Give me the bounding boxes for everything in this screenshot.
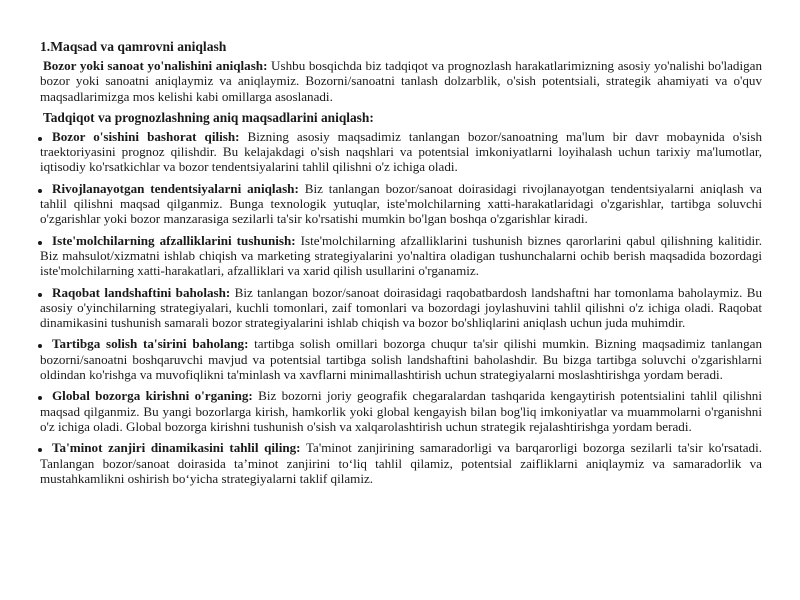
goal-text: Biz bozorni joriy geografik chegaralardan tashqarida kengaytirish potentsialini tahlil qilishni maqsad qilganmiz. Bu yangi bozorlarga kirish, hamkorlik yoki global kengayish bilan bog'liq imkoniyatlar va muammolarni o'rganishni o'z ichiga oladi. Global bozorga kirishni tushunish o'sish va xalqarolashtirish uchun strategik rejalashtirishga yordam beradi. (40, 388, 762, 434)
section-title: 1.Maqsad va qamrovni aniqlash (40, 39, 227, 54)
goal-item (40, 440, 762, 486)
bullet-icon (38, 293, 42, 297)
bullet-icon (38, 396, 42, 400)
goal-text: tartibga solish omillari bozorga chuqur ta'sir qilishi mumkin. Bizning maqsadimiz tanlangan bozorni/sanoatni boshqaruvchi mavjud va potentsial tartibga solish landshaftini baholashdir. Bu bizga tartibga soluvchi o'zgarishlarni oldindan ko'rishga va muvofiqlikni ta'minlash va xavflarni minimallashtirish uchun strategiyalarni moslashtirishga yordam beradi. (40, 336, 762, 383)
bullet-icon (38, 241, 42, 245)
intro-text: Ushbu bosqichda biz tadqiqot va prognozlash harakatlarimizning asosiy yo'nalishi bo'ladigan bozor yoki sanoatni aniqlaymiz va aniqlaymiz. Bozorni/sanoatni tanlash dolzarblik, o'sish potentsiali, strategik ahamiyati va o'quv maqsadlarimizga mos kelishi kabi omillarga asoslanadi. (40, 58, 762, 104)
bullet-icon (38, 448, 42, 452)
goal-title: Tartibga solish ta'sirini baholang: (52, 336, 249, 352)
bullet-icon (38, 189, 42, 193)
goal-item (40, 181, 762, 227)
goal-item (40, 336, 762, 382)
goal-title: Global bozorga kirishni o'rganing: (52, 388, 253, 404)
goal-text: Biz tanlangan bozor/sanoat doirasidagi raqobatbardosh landshaftni har tomonlama baholaymiz. Bu asosiy o'yinchilarning strategiyalari, kuchli tomonlari, zaif tomonlari va bozordagi joylashuvini tahlil qilishni o'z ichiga oladi. Raqobat dinamikasini tushunish samarali bozor strategiyalarini ishlab chiqish va bozor bo'shliqlarini aniqlash uchun juda muhimdir. (40, 284, 762, 331)
goal-text: Biz tanlangan bozor/sanoat doirasidagi rivojlanayotgan tendentsiyalarni aniqlash va tahlil qilishni maqsad qilganmiz. Bunga texnologik yutuqlar, iste'molchilarning xatti-harakatlaridagi o'zgarishlar, tartibga soluvchi o'zgarishlar yoki bozor manzarasiga sezilarli ta'sir ko'rsatishi mumkin bo'lgan boshqa o'zgarishlar kiradi. (40, 180, 762, 227)
intro-label: Bozor yoki sanoat yo'nalishini aniqlash: (43, 58, 268, 73)
goal-title: Bozor o'sishini bashorat qilish: (52, 128, 240, 144)
goal-title: Raqobat landshaftini baholash: (52, 284, 231, 300)
goal-text: Iste'molchilarning afzalliklarini tushunish biznes qarorlarini qabul qilishning kalitidir. Biz mahsulot/xizmatni ishlab chiqish va marketing strategiyalarini yo'naltira oladigan tushunchalarni ochib berish maqsadida bozordagi iste'molchilarning xatti-harakatlari, afzalliklari va xarid qilish usullarini o'rganamiz. (40, 232, 762, 279)
goal-item (40, 233, 762, 279)
intro-paragraph (40, 58, 762, 104)
goal-title: Iste'molchilarning afzalliklarini tushunish: (52, 232, 296, 248)
document-page (40, 38, 762, 492)
goal-text: Ta'minot zanjirining samaradorligi va barqarorligi bozorga sezilarli ta'sir ko'rsatadi. Tanlangan bozor/sanoat doirasida ta’minot zanjirini to‘liq tahlil qilamiz, potentsial zaifliklarni aniqlaymiz va samaradorlik va mustahkamlikni oshirish bo‘yicha strategiyalarni taklif qilamiz. (40, 440, 762, 486)
goal-text: Bizning asosiy maqsadimiz tanlangan bozor/sanoatning ma'lum bir davr mobaynida o'sish traektoriyasini prognoz qilishdir. Bu kelajakdagi o'sish naqshlari va potentsial imkoniyatlarni loyihalash uchun tarixiy ma'lumotlar, iqtisodiy ko'rsatkichlar va bozor tendentsiyalarini tahlil qilishni o'z ichiga oladi. (40, 128, 762, 175)
bullet-icon (38, 137, 42, 141)
bullet-icon (38, 344, 42, 348)
goal-item (40, 129, 762, 175)
goal-item (40, 388, 762, 434)
goals-list (40, 129, 762, 486)
goals-heading: Tadqiqot va prognozlashning aniq maqsadlarini aniqlash: (43, 109, 374, 125)
goal-title: Rivojlanayotgan tendentsiyalarni aniqlash: (52, 180, 299, 196)
goal-title: Ta'minot zanjiri dinamikasini tahlil qiling: (52, 440, 301, 456)
goal-item (40, 285, 762, 331)
